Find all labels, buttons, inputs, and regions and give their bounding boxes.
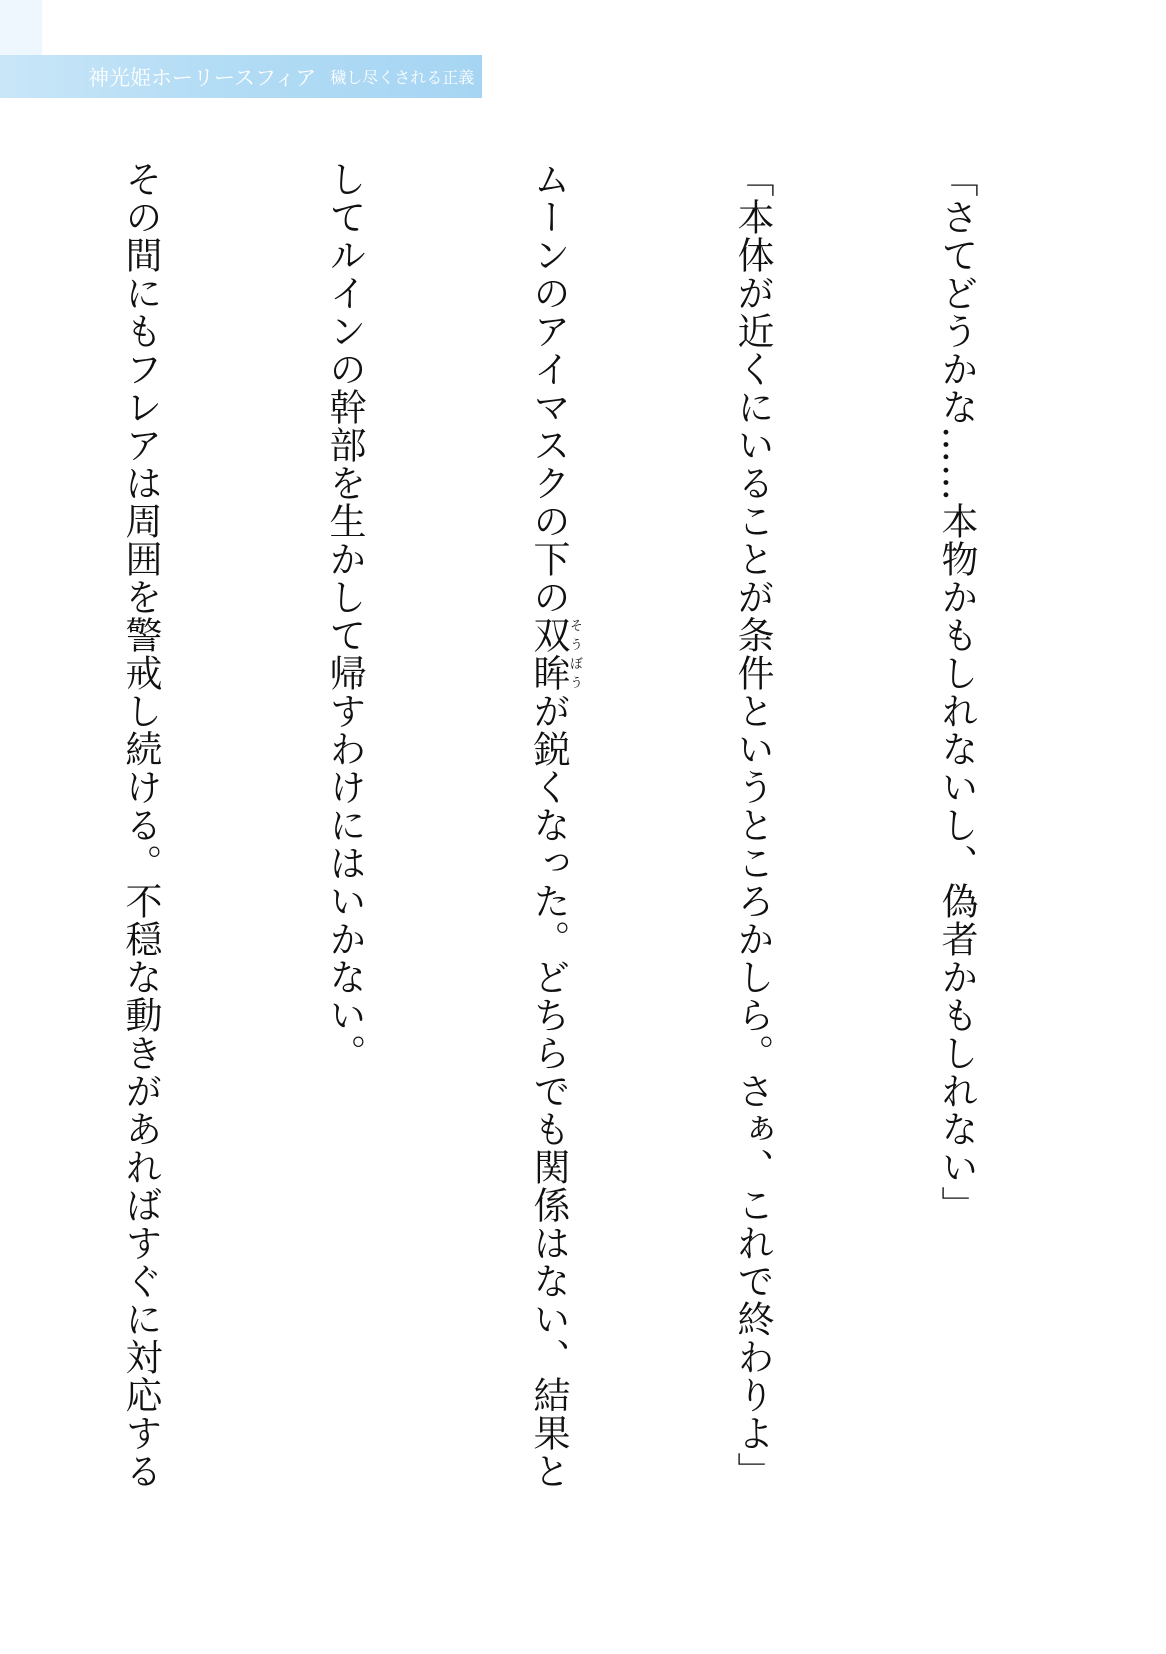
text-line: その間にもフレアは周囲を警戒し続ける。不穏な動きがあればすぐに対応する [119,160,162,1490]
book-subtitle: 穢し尽くされる正義 [330,68,475,87]
text-line: してルインの幹部を生かして帰すわけにはいかない。 [323,160,366,1072]
text-line: 「本体が近くにいることが条件というところかしら。さぁ、これで終わりよ」 [731,160,774,1490]
text-fragment: ムーンのアイマスクの下の [527,160,570,616]
header-corner-tab [0,0,42,55]
ruby-base: 双眸 [527,616,570,692]
book-title: 神光姫ホーリースフィア [88,65,317,90]
text-line: 「さてどうかな……本物かもしれないし、偽者かもしれない」 [935,160,978,1224]
vertical-body-text [0,160,1126,1600]
text-line-with-ruby [514,160,582,1600]
ruby-soubou [527,616,582,692]
text-fragment: が鋭くなった。どちらでも関係はない、結果と [527,692,570,1490]
running-header [0,55,482,98]
ruby-reading: そうぼう [567,616,582,692]
